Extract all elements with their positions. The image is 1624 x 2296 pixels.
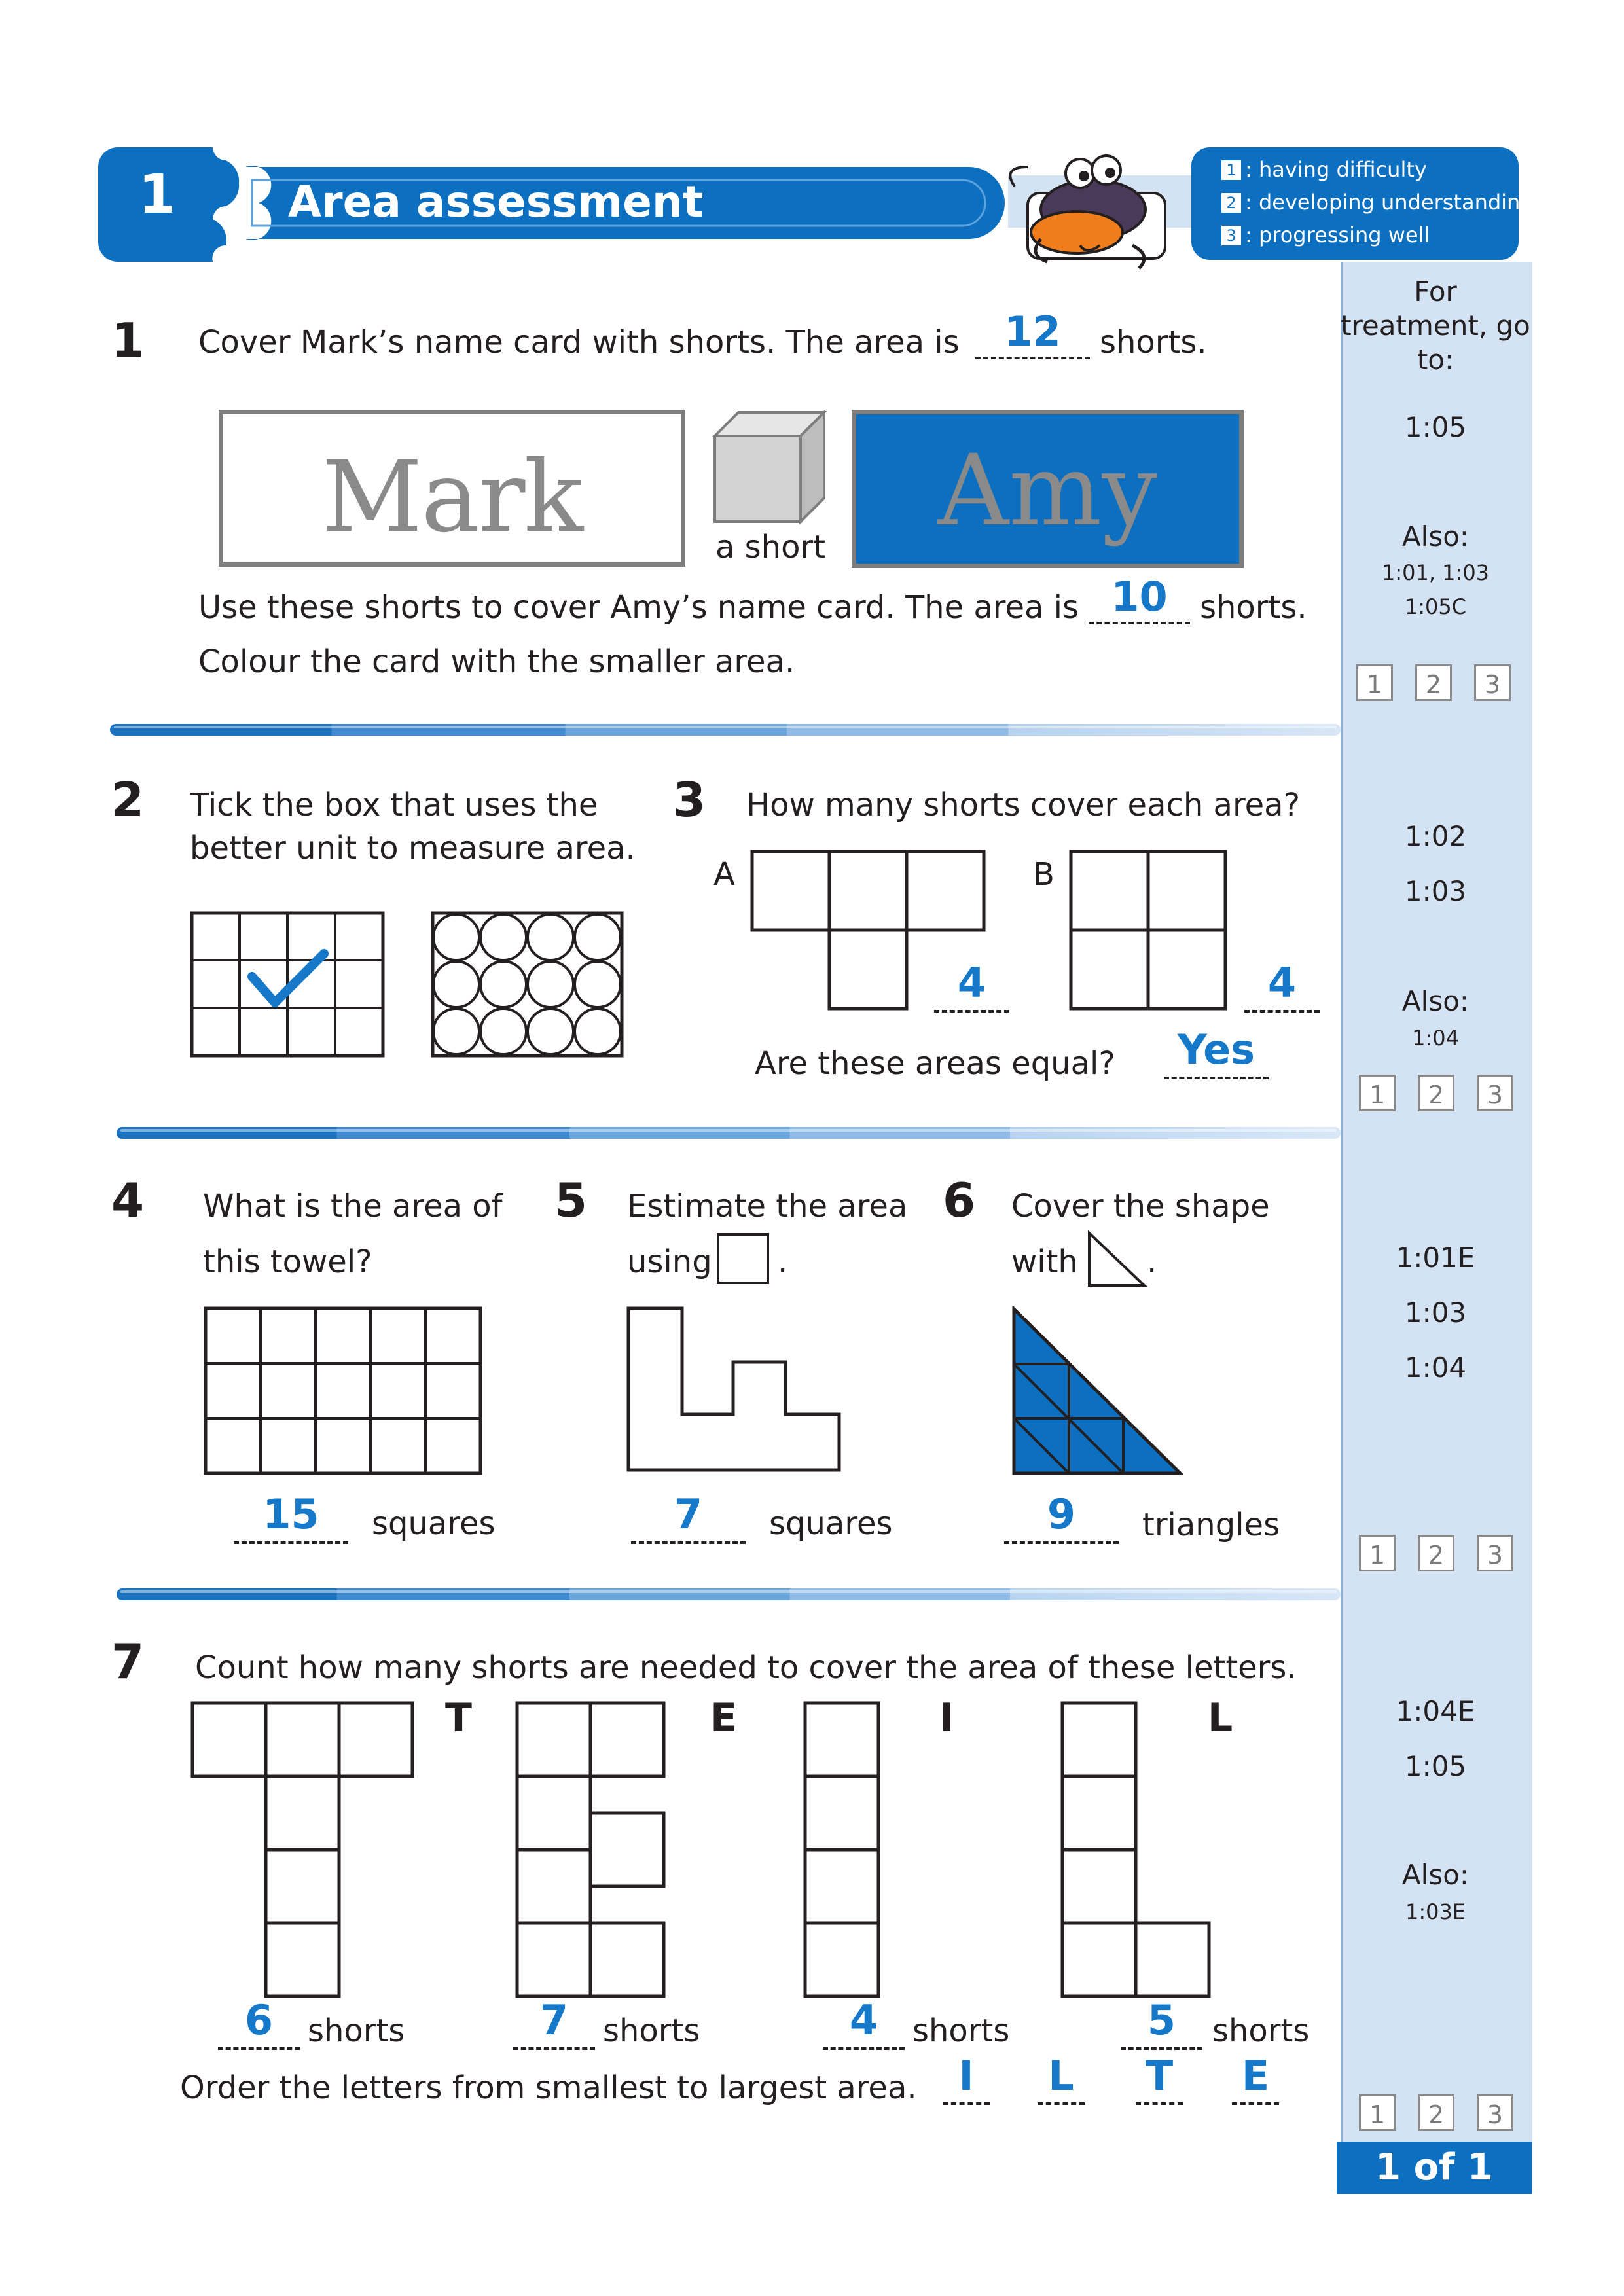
sidebar-ref: 1:01E bbox=[1396, 1242, 1475, 1274]
rating-box-1[interactable]: 1 bbox=[1356, 664, 1393, 701]
crab-mascot-icon bbox=[1001, 141, 1191, 278]
question-number: 5 bbox=[554, 1173, 588, 1228]
letter-label: I bbox=[939, 1695, 954, 1741]
q7-answer-t: 6 bbox=[244, 1996, 274, 2044]
sidebar-ref: 1:03 bbox=[1404, 875, 1467, 907]
rating-box-3[interactable]: 3 bbox=[1477, 1535, 1513, 1571]
sidebar-heading: For treatment, go to: bbox=[1341, 276, 1530, 376]
q7-order-text: Order the letters from smallest to largest area. bbox=[180, 2070, 917, 2106]
q7-unit: shorts bbox=[912, 2013, 1010, 2049]
answer-line bbox=[975, 357, 1090, 359]
shape-label: B bbox=[1033, 856, 1055, 893]
q6-text: . bbox=[1147, 1244, 1157, 1280]
sidebar-also: Also: bbox=[1401, 985, 1470, 1017]
q7-answer-i: 4 bbox=[849, 1996, 878, 2044]
rating-box-1[interactable]: 1 bbox=[1359, 2094, 1396, 2131]
letter-label: L bbox=[1208, 1695, 1233, 1741]
rating-box-2[interactable]: 2 bbox=[1418, 1075, 1454, 1111]
question-number: 2 bbox=[111, 772, 145, 827]
amy-name-card bbox=[852, 410, 1244, 568]
key-label: : developing understanding bbox=[1245, 190, 1534, 215]
section-divider bbox=[110, 724, 1341, 736]
q1-text: shorts. bbox=[1200, 589, 1307, 626]
q6-text: Cover the shape bbox=[1011, 1188, 1270, 1225]
q4-unit: squares bbox=[372, 1505, 496, 1542]
rating-box-1[interactable]: 1 bbox=[1359, 1075, 1396, 1111]
q1-text: Use these shorts to cover Amy’s name card. The area is bbox=[198, 589, 1079, 626]
q2-text: better unit to measure area. bbox=[190, 830, 636, 867]
q6-unit: triangles bbox=[1142, 1507, 1280, 1543]
page-number: 1 of 1 bbox=[1337, 2142, 1532, 2194]
mark-name-card bbox=[219, 410, 685, 567]
q5-text: using bbox=[627, 1244, 712, 1280]
letter-label: T bbox=[445, 1695, 472, 1741]
q3-answer-equal: Yes bbox=[1177, 1026, 1255, 1073]
letter-l-shape bbox=[1060, 1701, 1216, 2002]
q5-answer: 7 bbox=[674, 1490, 703, 1538]
answer-line bbox=[1244, 1010, 1320, 1013]
q1-answer: 12 bbox=[1004, 308, 1061, 355]
key-label: : having difficulty bbox=[1245, 157, 1427, 182]
answer-line bbox=[234, 1541, 348, 1544]
answer-line bbox=[934, 1010, 1009, 1013]
q5-unit: squares bbox=[769, 1505, 893, 1542]
q7-answer-e: 7 bbox=[539, 1996, 569, 2044]
letter-label: E bbox=[710, 1695, 737, 1741]
order-answer: L bbox=[1048, 2052, 1074, 2100]
q1-text: shorts. bbox=[1100, 324, 1207, 361]
sidebar-ref: 1:02 bbox=[1404, 820, 1467, 852]
sidebar-ref: 1:03 bbox=[1404, 1297, 1467, 1329]
key-box: 1 bbox=[1221, 160, 1241, 180]
question-number: 4 bbox=[111, 1173, 145, 1228]
q7-unit: shorts bbox=[603, 2013, 700, 2049]
rating-box-3[interactable]: 3 bbox=[1477, 1075, 1513, 1111]
q7-unit: shorts bbox=[1212, 2013, 1310, 2049]
q3-answer-b: 4 bbox=[1267, 959, 1297, 1007]
q1-answer: 10 bbox=[1111, 573, 1168, 620]
sidebar-also: Also: bbox=[1401, 520, 1470, 552]
q6-answer: 9 bbox=[1047, 1490, 1076, 1538]
sidebar-ref: 1:04E bbox=[1396, 1695, 1475, 1727]
question-number: 3 bbox=[673, 772, 706, 827]
unit-square-icon bbox=[717, 1233, 769, 1284]
answer-line bbox=[218, 2047, 300, 2050]
q3-answer-a: 4 bbox=[957, 959, 986, 1007]
q3-text: How many shorts cover each area? bbox=[746, 787, 1301, 823]
page-title: Area assessment bbox=[288, 177, 704, 227]
rating-box-2[interactable]: 2 bbox=[1415, 664, 1452, 701]
square-grid-option[interactable] bbox=[190, 911, 386, 1059]
answer-line bbox=[1004, 1541, 1119, 1544]
answer-line bbox=[1164, 1077, 1269, 1079]
shape-label: A bbox=[713, 856, 735, 893]
unit-triangle-icon bbox=[1087, 1230, 1149, 1288]
sidebar-also-refs: 1:05C bbox=[1404, 594, 1467, 619]
q6-text: with bbox=[1011, 1244, 1078, 1280]
section-divider bbox=[117, 1588, 1341, 1600]
answer-line bbox=[1089, 622, 1190, 624]
sidebar-also-refs: 1:04 bbox=[1412, 1026, 1459, 1050]
answer-line bbox=[513, 2047, 595, 2050]
rating-box-2[interactable]: 2 bbox=[1418, 2094, 1454, 2131]
rating-box-3[interactable]: 3 bbox=[1477, 2094, 1513, 2131]
q7-unit: shorts bbox=[308, 2013, 405, 2049]
key-box: 2 bbox=[1221, 193, 1241, 213]
q1-text: Colour the card with the smaller area. bbox=[198, 643, 795, 680]
section-divider bbox=[117, 1127, 1341, 1139]
question-number: 6 bbox=[943, 1173, 976, 1228]
order-answer: T bbox=[1145, 2052, 1174, 2100]
irregular-shape bbox=[626, 1306, 842, 1474]
answer-line bbox=[1038, 2102, 1085, 2105]
question-number: 7 bbox=[111, 1634, 145, 1689]
amy-card-label: Amy bbox=[937, 434, 1158, 548]
answer-line bbox=[823, 2047, 905, 2050]
rating-box-3[interactable]: 3 bbox=[1474, 664, 1511, 701]
q7-answer-l: 5 bbox=[1147, 1996, 1176, 2044]
q7-text: Count how many shorts are needed to cover the area of these letters. bbox=[195, 1649, 1297, 1686]
q2-text: Tick the box that uses the bbox=[190, 787, 598, 823]
key-box: 3 bbox=[1221, 226, 1241, 245]
q1-text: Cover Mark’s name card with shorts. The area is bbox=[198, 324, 960, 361]
q4-text: What is the area of bbox=[203, 1188, 503, 1225]
question-number: 1 bbox=[111, 313, 145, 368]
q3-text: Are these areas equal? bbox=[755, 1045, 1115, 1082]
sidebar-ref: 1:05 bbox=[1404, 1750, 1467, 1782]
shape-b bbox=[1069, 850, 1229, 1012]
header-number: 1 bbox=[138, 164, 176, 226]
answer-line bbox=[1232, 2102, 1279, 2105]
key-label: : progressing well bbox=[1245, 223, 1430, 247]
rating-box-2[interactable]: 2 bbox=[1418, 1535, 1454, 1571]
answer-line bbox=[1136, 2102, 1183, 2105]
mark-card-label: Mark bbox=[321, 440, 583, 554]
rating-box-1[interactable]: 1 bbox=[1359, 1535, 1396, 1571]
short-cube-icon bbox=[712, 410, 827, 524]
sidebar-also-refs: 1:01, 1:03 bbox=[1381, 560, 1490, 585]
sidebar-ref: 1:04 bbox=[1404, 1352, 1467, 1384]
q4-text: this towel? bbox=[203, 1244, 372, 1280]
sidebar-also: Also: bbox=[1401, 1859, 1470, 1891]
answer-line bbox=[1121, 2047, 1202, 2050]
short-label: a short bbox=[715, 529, 826, 565]
sidebar-ref: 1:05 bbox=[1404, 411, 1467, 443]
letter-i-shape bbox=[803, 1701, 882, 2002]
answer-line bbox=[943, 2102, 990, 2105]
sidebar-also-refs: 1:03E bbox=[1405, 1899, 1466, 1924]
circle-grid-option[interactable] bbox=[431, 911, 624, 1059]
letter-e-shape bbox=[515, 1701, 670, 2002]
order-answer: I bbox=[958, 2052, 974, 2100]
towel-grid bbox=[204, 1306, 482, 1475]
answer-line bbox=[631, 1541, 746, 1544]
triangle-shape bbox=[1011, 1306, 1183, 1477]
q5-text: . bbox=[778, 1244, 788, 1280]
q4-answer: 15 bbox=[262, 1490, 319, 1538]
q5-text: Estimate the area bbox=[627, 1188, 908, 1225]
letter-t-shape bbox=[190, 1701, 416, 2002]
order-answer: E bbox=[1241, 2052, 1270, 2100]
